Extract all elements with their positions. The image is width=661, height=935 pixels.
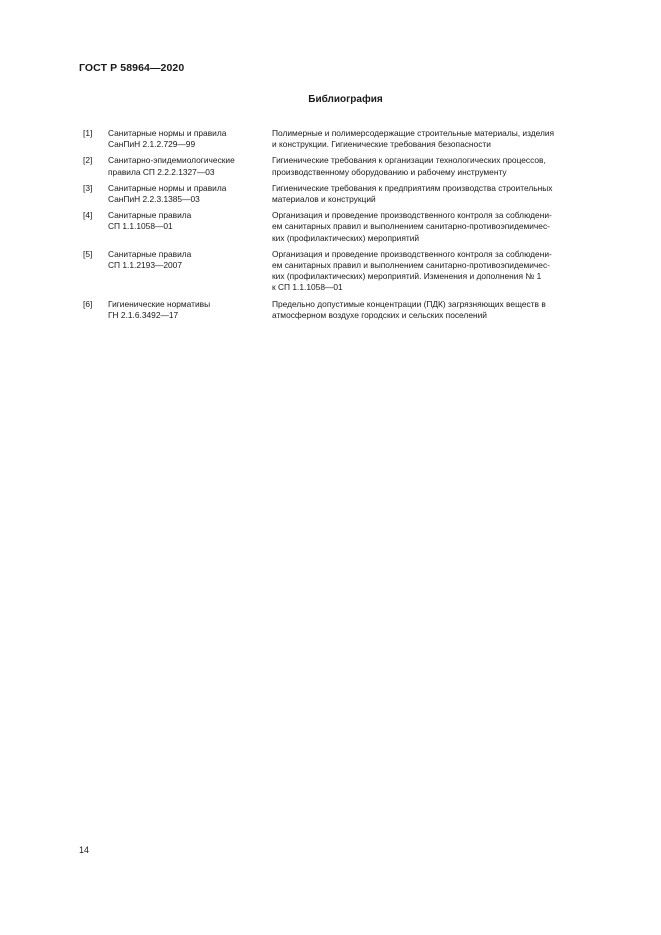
entry-source: Санитарные правила СП 1.1.2193—2007	[108, 248, 192, 271]
bibliography-entry	[79, 299, 612, 321]
entry-number: [4]	[83, 210, 93, 221]
bibliography-entry	[79, 249, 612, 294]
bibliography-entry	[79, 128, 612, 150]
entry-source: Санитарные нормы и правила СанПиН 2.2.3.1385—03	[108, 182, 227, 205]
entry-description: Организация и проведение производственного контроля за соблюдени- ем санитарных правил и выполнением санитарно-противоэпидемичес- ких (профилактических) мероприятий. Изменения и дополнения № 1 к СП 1.1.1058—01	[272, 248, 552, 293]
document-code-header: ГОСТ Р 58964—2020	[79, 62, 185, 74]
entry-description: Организация и проведение производственного контроля за соблюдени- ем санитарных правил и выполнением санитарно-противоэпидемичес- ких (профилактических) мероприятий	[272, 210, 552, 243]
entry-description: Гигиенические требования к организации технологических процессов, производственному оборудованию и рабочему инструменту	[272, 155, 546, 177]
entry-source: Гигиенические нормативы ГН 2.1.6.3492—17	[108, 298, 211, 320]
entry-source: Санитарные правила СП 1.1.1058—01	[108, 210, 192, 232]
entry-number: [5]	[83, 248, 93, 259]
entry-source: Санитарные нормы и правила СанПиН 2.1.2.729—99	[108, 128, 227, 150]
entry-description: Предельно допустимые концентрации (ПДК) загрязняющих веществ в атмосферном воздухе городских и сельских поселений	[272, 298, 546, 320]
bibliography-list	[79, 128, 612, 326]
entry-number: [6]	[83, 298, 93, 309]
bibliography-entry	[79, 155, 612, 177]
entry-source: Санитарно-эпидемиологические правила СП 2.2.2.1327—03	[108, 155, 235, 177]
entry-description: Гигиенические требования к предприятиям производства строительных материалов и конструкций	[272, 182, 553, 205]
entry-number: [2]	[83, 155, 93, 166]
entry-number: [1]	[83, 128, 93, 138]
entry-number: [3]	[83, 182, 93, 193]
bibliography-title: Библиография	[308, 94, 383, 105]
page-number: 14	[79, 845, 90, 855]
bibliography-entry	[79, 183, 612, 205]
entry-description: Полимерные и полимерсодержащие строительные материалы, изделия и конструкции. Гигиенические требования безопасности	[272, 128, 555, 150]
bibliography-entry	[79, 210, 612, 244]
